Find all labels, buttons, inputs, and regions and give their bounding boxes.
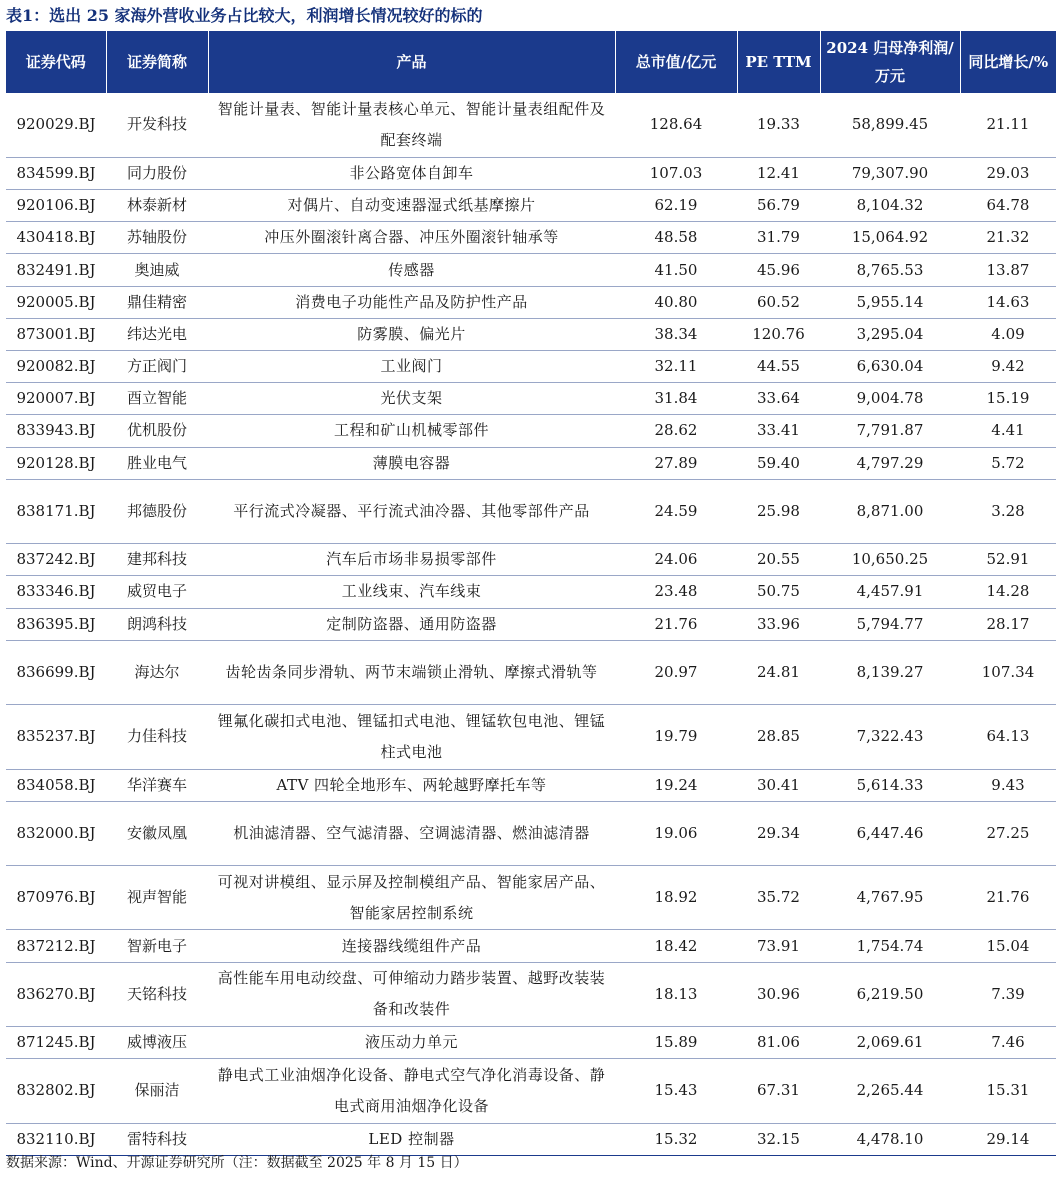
cell-market-cap: 15.89: [615, 1027, 737, 1059]
cell-code: 836270.BJ: [6, 962, 106, 1026]
cell-name: 力佳科技: [106, 705, 208, 769]
cell-pe-ttm: 67.31: [737, 1059, 820, 1123]
cell-net-profit: 5,794.77: [820, 608, 960, 640]
cell-pe-ttm: 60.52: [737, 286, 820, 318]
cell-pe-ttm: 56.79: [737, 190, 820, 222]
cell-yoy-growth: 9.43: [960, 769, 1056, 801]
table-row: [6, 318, 1056, 350]
cell-code: 837242.BJ: [6, 544, 106, 576]
cell-product: 高性能车用电动绞盘、可伸缩动力踏步装置、越野改装装备和改装件: [208, 962, 615, 1026]
cell-yoy-growth: 21.32: [960, 222, 1056, 254]
table-body: [6, 93, 1056, 1155]
cell-net-profit: 8,871.00: [820, 479, 960, 543]
cell-pe-ttm: 33.96: [737, 608, 820, 640]
table-row: [6, 608, 1056, 640]
cell-name: 华洋赛车: [106, 769, 208, 801]
cell-name: 酉立智能: [106, 383, 208, 415]
cell-name: 天铭科技: [106, 962, 208, 1026]
table-row: [6, 190, 1056, 222]
cell-yoy-growth: 3.28: [960, 479, 1056, 543]
cell-product: 工程和矿山机械零部件: [208, 415, 615, 447]
cell-net-profit: 4,767.95: [820, 866, 960, 930]
cell-pe-ttm: 44.55: [737, 351, 820, 383]
cell-code: 920106.BJ: [6, 190, 106, 222]
cell-net-profit: 1,754.74: [820, 930, 960, 962]
cell-name: 奥迪威: [106, 254, 208, 286]
cell-yoy-growth: 9.42: [960, 351, 1056, 383]
cell-net-profit: 8,139.27: [820, 640, 960, 704]
cell-pe-ttm: 33.64: [737, 383, 820, 415]
cell-market-cap: 18.42: [615, 930, 737, 962]
cell-net-profit: 2,069.61: [820, 1027, 960, 1059]
cell-pe-ttm: 35.72: [737, 866, 820, 930]
cell-pe-ttm: 31.79: [737, 222, 820, 254]
cell-product: 连接器线缆组件产品: [208, 930, 615, 962]
table-row: [6, 769, 1056, 801]
cell-product: 智能计量表、智能计量表核心单元、智能计量表组配件及配套终端: [208, 93, 615, 157]
cell-net-profit: 8,104.32: [820, 190, 960, 222]
cell-yoy-growth: 21.76: [960, 866, 1056, 930]
cell-name: 安徽凤凰: [106, 801, 208, 865]
cell-code: 832000.BJ: [6, 801, 106, 865]
cell-name: 苏轴股份: [106, 222, 208, 254]
cell-pe-ttm: 24.81: [737, 640, 820, 704]
stock-table: [6, 31, 1056, 1156]
cell-market-cap: 128.64: [615, 93, 737, 157]
cell-code: 836699.BJ: [6, 640, 106, 704]
cell-market-cap: 15.43: [615, 1059, 737, 1123]
cell-yoy-growth: 29.14: [960, 1123, 1056, 1155]
cell-market-cap: 32.11: [615, 351, 737, 383]
cell-code: 920005.BJ: [6, 286, 106, 318]
cell-name: 鼎佳精密: [106, 286, 208, 318]
cell-market-cap: 62.19: [615, 190, 737, 222]
header-market-cap: 总市值/亿元: [615, 31, 737, 93]
cell-name: 邦德股份: [106, 479, 208, 543]
cell-pe-ttm: 81.06: [737, 1027, 820, 1059]
table-row: [6, 254, 1056, 286]
cell-product: 工业阀门: [208, 351, 615, 383]
cell-product: 光伏支架: [208, 383, 615, 415]
cell-market-cap: 40.80: [615, 286, 737, 318]
cell-market-cap: 48.58: [615, 222, 737, 254]
cell-name: 保丽洁: [106, 1059, 208, 1123]
cell-market-cap: 19.06: [615, 801, 737, 865]
cell-market-cap: 28.62: [615, 415, 737, 447]
cell-product: 静电式工业油烟净化设备、静电式空气净化消毒设备、静电式商用油烟净化设备: [208, 1059, 615, 1123]
cell-market-cap: 19.79: [615, 705, 737, 769]
cell-product: 传感器: [208, 254, 615, 286]
cell-net-profit: 6,219.50: [820, 962, 960, 1026]
cell-name: 开发科技: [106, 93, 208, 157]
cell-market-cap: 24.06: [615, 544, 737, 576]
cell-product: 齿轮齿条同步滑轨、两节末端锁止滑轨、摩擦式滑轨等: [208, 640, 615, 704]
cell-code: 870976.BJ: [6, 866, 106, 930]
table-row: [6, 93, 1056, 157]
cell-code: 838171.BJ: [6, 479, 106, 543]
cell-yoy-growth: 4.09: [960, 318, 1056, 350]
header-name: 证券简称: [106, 31, 208, 93]
cell-name: 优机股份: [106, 415, 208, 447]
cell-yoy-growth: 64.78: [960, 190, 1056, 222]
cell-net-profit: 4,797.29: [820, 447, 960, 479]
cell-net-profit: 5,955.14: [820, 286, 960, 318]
cell-product: 冲压外圈滚针离合器、冲压外圈滚针轴承等: [208, 222, 615, 254]
cell-yoy-growth: 5.72: [960, 447, 1056, 479]
cell-product: 防雾膜、偏光片: [208, 318, 615, 350]
cell-pe-ttm: 29.34: [737, 801, 820, 865]
cell-code: 832802.BJ: [6, 1059, 106, 1123]
cell-net-profit: 4,457.91: [820, 576, 960, 608]
cell-market-cap: 41.50: [615, 254, 737, 286]
cell-code: 430418.BJ: [6, 222, 106, 254]
cell-product: LED 控制器: [208, 1123, 615, 1155]
cell-yoy-growth: 15.31: [960, 1059, 1056, 1123]
header-yoy-growth: 同比增长/%: [960, 31, 1056, 93]
cell-name: 海达尔: [106, 640, 208, 704]
cell-net-profit: 10,650.25: [820, 544, 960, 576]
cell-pe-ttm: 32.15: [737, 1123, 820, 1155]
table-row: [6, 801, 1056, 865]
cell-pe-ttm: 33.41: [737, 415, 820, 447]
cell-pe-ttm: 28.85: [737, 705, 820, 769]
cell-net-profit: 5,614.33: [820, 769, 960, 801]
cell-yoy-growth: 52.91: [960, 544, 1056, 576]
cell-pe-ttm: 20.55: [737, 544, 820, 576]
cell-code: 920007.BJ: [6, 383, 106, 415]
cell-net-profit: 2,265.44: [820, 1059, 960, 1123]
cell-net-profit: 6,447.46: [820, 801, 960, 865]
cell-code: 835237.BJ: [6, 705, 106, 769]
table-row: [6, 705, 1056, 769]
table-row: [6, 962, 1056, 1026]
cell-pe-ttm: 120.76: [737, 318, 820, 350]
cell-pe-ttm: 59.40: [737, 447, 820, 479]
table-row: [6, 479, 1056, 543]
cell-net-profit: 58,899.45: [820, 93, 960, 157]
cell-name: 威博液压: [106, 1027, 208, 1059]
header-product: 产品: [208, 31, 615, 93]
cell-code: 834599.BJ: [6, 157, 106, 189]
cell-market-cap: 20.97: [615, 640, 737, 704]
cell-market-cap: 18.92: [615, 866, 737, 930]
cell-name: 朗鸿科技: [106, 608, 208, 640]
cell-net-profit: 15,064.92: [820, 222, 960, 254]
cell-net-profit: 79,307.90: [820, 157, 960, 189]
cell-market-cap: 19.24: [615, 769, 737, 801]
table-row: [6, 351, 1056, 383]
cell-product: 锂氟化碳扣式电池、锂锰扣式电池、锂锰软包电池、锂锰柱式电池: [208, 705, 615, 769]
data-source-note: 数据来源：Wind、开源证券研究所（注：数据截至 2025 年 8 月 15 日）: [6, 1155, 468, 1171]
cell-name: 视声智能: [106, 866, 208, 930]
cell-product: 可视对讲模组、显示屏及控制模组产品、智能家居产品、智能家居控制系统: [208, 866, 615, 930]
cell-product: 平行流式冷凝器、平行流式油冷器、其他零部件产品: [208, 479, 615, 543]
table-row: [6, 1059, 1056, 1123]
cell-net-profit: 7,322.43: [820, 705, 960, 769]
cell-product: ATV 四轮全地形车、两轮越野摩托车等: [208, 769, 615, 801]
cell-name: 胜业电气: [106, 447, 208, 479]
table-row: [6, 640, 1056, 704]
cell-code: 836395.BJ: [6, 608, 106, 640]
cell-product: 机油滤清器、空气滤清器、空调滤清器、燃油滤清器: [208, 801, 615, 865]
cell-market-cap: 31.84: [615, 383, 737, 415]
cell-name: 雷特科技: [106, 1123, 208, 1155]
cell-code: 837212.BJ: [6, 930, 106, 962]
cell-pe-ttm: 50.75: [737, 576, 820, 608]
cell-pe-ttm: 73.91: [737, 930, 820, 962]
cell-pe-ttm: 30.41: [737, 769, 820, 801]
cell-net-profit: 7,791.87: [820, 415, 960, 447]
cell-yoy-growth: 29.03: [960, 157, 1056, 189]
cell-code: 834058.BJ: [6, 769, 106, 801]
cell-yoy-growth: 14.28: [960, 576, 1056, 608]
cell-pe-ttm: 25.98: [737, 479, 820, 543]
table-row: [6, 544, 1056, 576]
cell-yoy-growth: 15.04: [960, 930, 1056, 962]
cell-name: 威贸电子: [106, 576, 208, 608]
cell-product: 薄膜电容器: [208, 447, 615, 479]
cell-pe-ttm: 45.96: [737, 254, 820, 286]
cell-product: 工业线束、汽车线束: [208, 576, 615, 608]
cell-code: 833346.BJ: [6, 576, 106, 608]
cell-net-profit: 9,004.78: [820, 383, 960, 415]
cell-name: 纬达光电: [106, 318, 208, 350]
cell-product: 液压动力单元: [208, 1027, 615, 1059]
cell-market-cap: 21.76: [615, 608, 737, 640]
cell-code: 832110.BJ: [6, 1123, 106, 1155]
cell-yoy-growth: 107.34: [960, 640, 1056, 704]
cell-yoy-growth: 21.11: [960, 93, 1056, 157]
header-code: 证券代码: [6, 31, 106, 93]
cell-market-cap: 107.03: [615, 157, 737, 189]
cell-market-cap: 15.32: [615, 1123, 737, 1155]
cell-net-profit: 4,478.10: [820, 1123, 960, 1155]
cell-market-cap: 38.34: [615, 318, 737, 350]
cell-yoy-growth: 64.13: [960, 705, 1056, 769]
cell-yoy-growth: 13.87: [960, 254, 1056, 286]
cell-code: 920029.BJ: [6, 93, 106, 157]
cell-product: 定制防盗器、通用防盗器: [208, 608, 615, 640]
cell-product: 对偶片、自动变速器湿式纸基摩擦片: [208, 190, 615, 222]
table-row: [6, 1123, 1056, 1155]
table-header-row: [6, 31, 1056, 93]
header-pe-ttm: PE TTM: [737, 31, 820, 93]
table-caption: 表1：选出 25 家海外营收业务占比较大，利润增长情况较好的标的: [6, 6, 483, 25]
table-row: [6, 576, 1056, 608]
cell-code: 871245.BJ: [6, 1027, 106, 1059]
header-net-profit: 2024 归母净利润/万元: [820, 31, 960, 93]
cell-yoy-growth: 7.39: [960, 962, 1056, 1026]
cell-yoy-growth: 28.17: [960, 608, 1056, 640]
cell-net-profit: 8,765.53: [820, 254, 960, 286]
cell-name: 林泰新材: [106, 190, 208, 222]
cell-yoy-growth: 14.63: [960, 286, 1056, 318]
cell-pe-ttm: 12.41: [737, 157, 820, 189]
table-row: [6, 866, 1056, 930]
table-row: [6, 415, 1056, 447]
table-row: [6, 383, 1056, 415]
cell-product: 非公路宽体自卸车: [208, 157, 615, 189]
cell-yoy-growth: 7.46: [960, 1027, 1056, 1059]
table-row: [6, 286, 1056, 318]
table-row: [6, 1027, 1056, 1059]
cell-pe-ttm: 30.96: [737, 962, 820, 1026]
cell-net-profit: 6,630.04: [820, 351, 960, 383]
cell-code: 920082.BJ: [6, 351, 106, 383]
cell-yoy-growth: 27.25: [960, 801, 1056, 865]
cell-name: 建邦科技: [106, 544, 208, 576]
table-row: [6, 222, 1056, 254]
table-row: [6, 447, 1056, 479]
cell-yoy-growth: 4.41: [960, 415, 1056, 447]
cell-name: 同力股份: [106, 157, 208, 189]
table-row: [6, 930, 1056, 962]
cell-product: 消费电子功能性产品及防护性产品: [208, 286, 615, 318]
cell-product: 汽车后市场非易损零部件: [208, 544, 615, 576]
cell-market-cap: 27.89: [615, 447, 737, 479]
cell-net-profit: 3,295.04: [820, 318, 960, 350]
cell-market-cap: 24.59: [615, 479, 737, 543]
cell-pe-ttm: 19.33: [737, 93, 820, 157]
cell-code: 873001.BJ: [6, 318, 106, 350]
cell-yoy-growth: 15.19: [960, 383, 1056, 415]
cell-code: 832491.BJ: [6, 254, 106, 286]
cell-market-cap: 18.13: [615, 962, 737, 1026]
cell-name: 智新电子: [106, 930, 208, 962]
cell-market-cap: 23.48: [615, 576, 737, 608]
cell-code: 920128.BJ: [6, 447, 106, 479]
table-row: [6, 157, 1056, 189]
cell-name: 方正阀门: [106, 351, 208, 383]
cell-code: 833943.BJ: [6, 415, 106, 447]
